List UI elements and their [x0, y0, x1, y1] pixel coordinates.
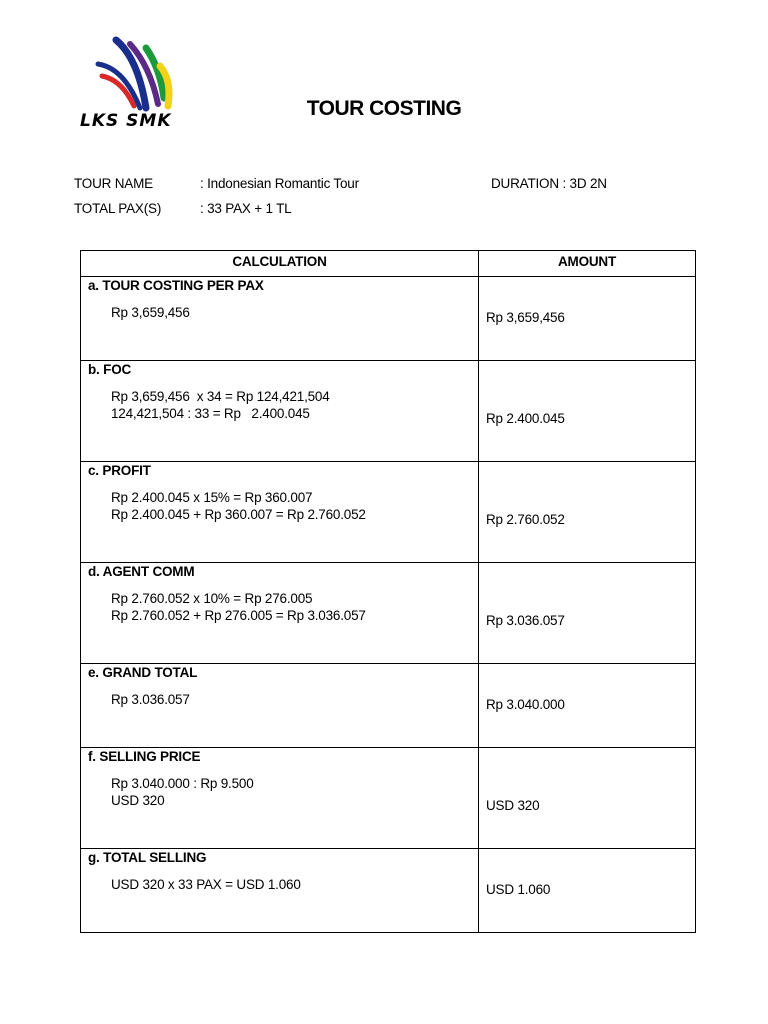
amount-cell: [479, 277, 696, 361]
table-row: [81, 277, 696, 361]
page-title: TOUR COSTING: [306, 97, 462, 120]
section-title: d. AGENT COMM: [88, 564, 195, 579]
amount-value: USD 320: [486, 798, 540, 813]
total-pax-value: : 33 PAX + 1 TL: [200, 201, 292, 216]
amount-cell: [479, 462, 696, 563]
calculation-line: Rp 2.760.052 x 10% = Rp 276.005: [111, 591, 313, 606]
calculation-cell: [81, 361, 479, 462]
calculation-line: Rp 3.036.057: [111, 692, 190, 707]
table-row: [81, 563, 696, 664]
tour-name-label: TOUR NAME: [74, 176, 153, 191]
calculation-cell: [81, 563, 479, 664]
logo-text: LKS SMK: [80, 111, 172, 131]
calculation-line: USD 320: [111, 793, 165, 808]
calculation-line: USD 320 x 33 PAX = USD 1.060: [111, 877, 301, 892]
calculation-line: 124,421,504 : 33 = Rp 2.400.045: [111, 406, 310, 421]
amount-value: Rp 2.760.052: [486, 512, 565, 527]
calculation-line: Rp 3,659,456: [111, 305, 190, 320]
amount-value: Rp 3.036.057: [486, 613, 565, 628]
table-row: [81, 462, 696, 563]
calculation-line: Rp 2.760.052 + Rp 276.005 = Rp 3.036.057: [111, 608, 366, 623]
amount-value: Rp 3.040.000: [486, 697, 565, 712]
table-header-row: [81, 251, 696, 277]
calculation-cell: [81, 849, 479, 933]
amount-cell: [479, 563, 696, 664]
table-row: [81, 664, 696, 748]
section-title: c. PROFIT: [88, 463, 151, 478]
amount-value: Rp 2.400.045: [486, 411, 565, 426]
column-header-calculation: CALCULATION: [81, 251, 479, 277]
tour-name-value: : Indonesian Romantic Tour: [200, 176, 359, 191]
section-title: a. TOUR COSTING PER PAX: [88, 278, 264, 293]
calculation-cell: [81, 462, 479, 563]
costing-table: [80, 250, 696, 933]
calculation-cell: [81, 277, 479, 361]
calculation-line: Rp 2.400.045 x 15% = Rp 360.007: [111, 490, 313, 505]
section-title: e. GRAND TOTAL: [88, 665, 198, 680]
amount-value: Rp 3,659,456: [486, 310, 565, 325]
calculation-cell: [81, 664, 479, 748]
amount-cell: [479, 664, 696, 748]
calculation-line: Rp 2.400.045 + Rp 360.007 = Rp 2.760.052: [111, 507, 366, 522]
table-row: [81, 748, 696, 849]
section-title: f. SELLING PRICE: [88, 749, 201, 764]
calculation-line: Rp 3,659,456 x 34 = Rp 124,421,504: [111, 389, 330, 404]
amount-cell: [479, 849, 696, 933]
section-title: b. FOC: [88, 362, 132, 377]
total-pax-label: TOTAL PAX(S): [74, 201, 162, 216]
calculation-line: Rp 3.040.000 : Rp 9.500: [111, 776, 254, 791]
table-row: [81, 849, 696, 933]
column-header-amount: AMOUNT: [479, 251, 696, 277]
table-row: [81, 361, 696, 462]
duration: DURATION : 3D 2N: [491, 176, 607, 191]
section-title: g. TOTAL SELLING: [88, 850, 207, 865]
amount-cell: [479, 361, 696, 462]
amount-cell: [479, 748, 696, 849]
amount-value: USD 1.060: [486, 882, 551, 897]
calculation-cell: [81, 748, 479, 849]
